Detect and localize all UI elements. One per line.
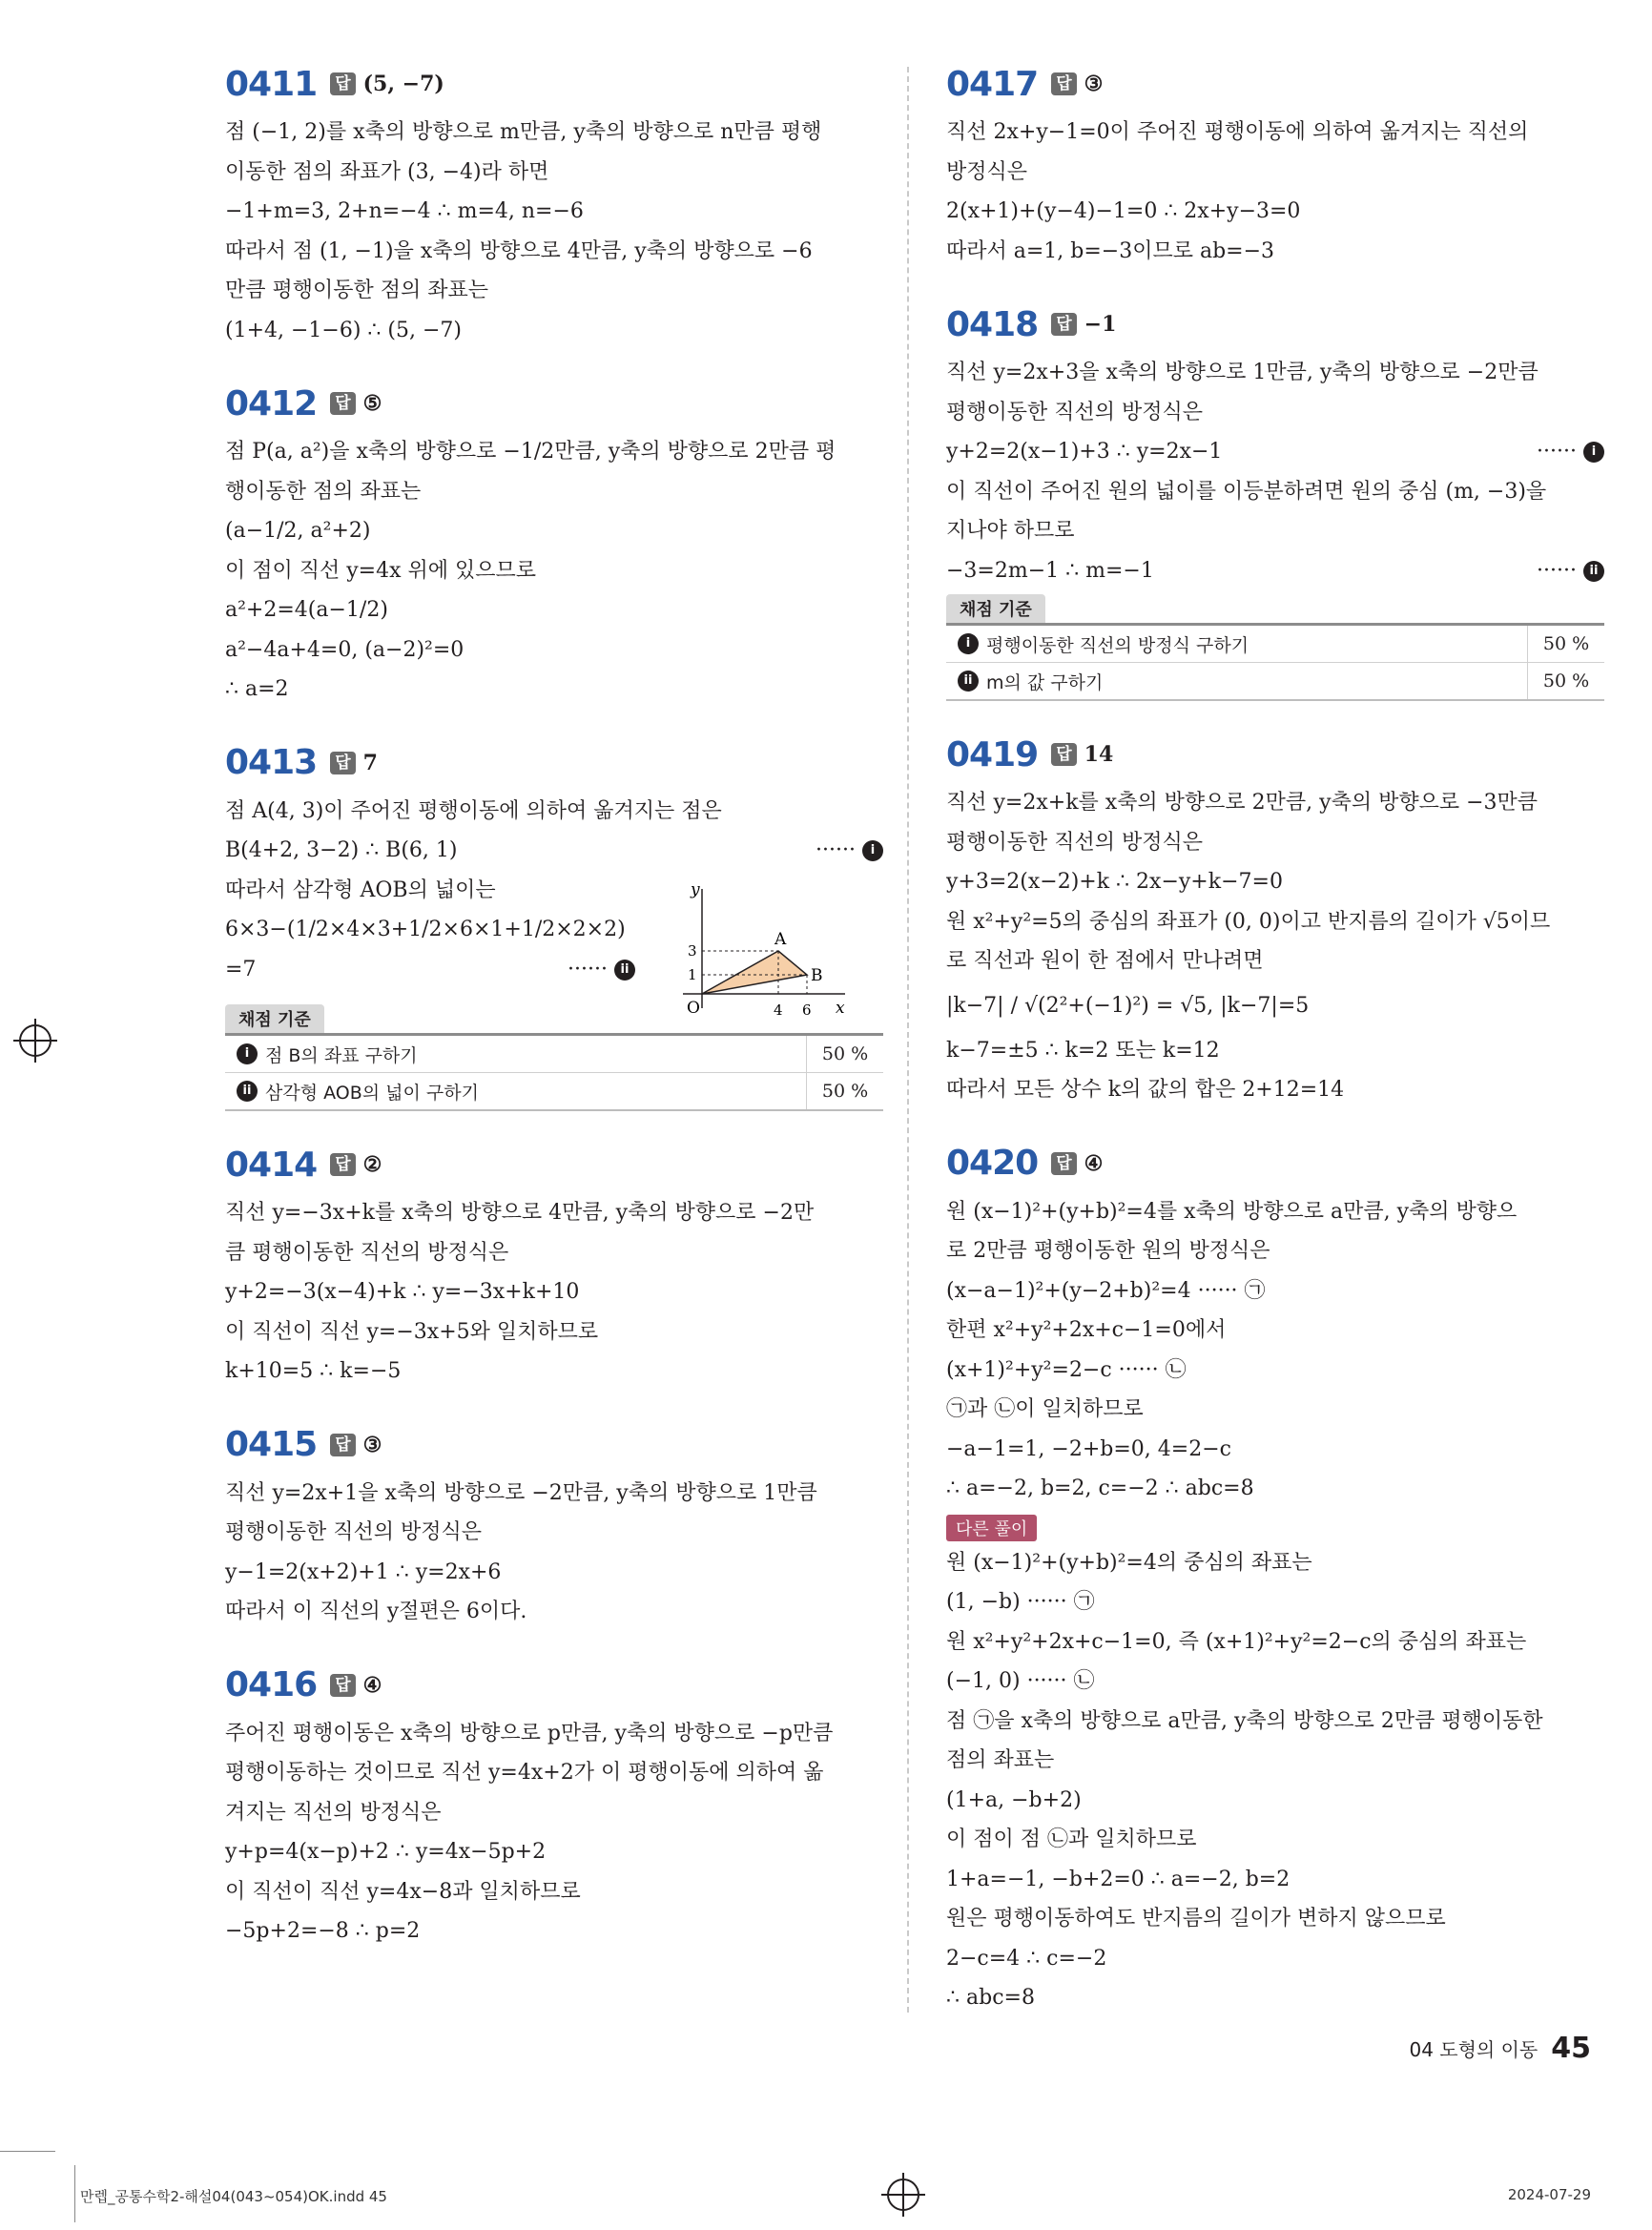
solution-line: 방정식은 (946, 159, 1028, 184)
solution-line: =7 ······ ii (225, 950, 635, 990)
problem-number: 0415 (225, 1425, 318, 1464)
solution-line: (x+1)²+y²=2−c ······ ㉡ (946, 1357, 1187, 1382)
criteria-title: 채점 기준 (225, 1004, 324, 1033)
svg-text:1: 1 (688, 965, 697, 983)
solution-line: 직선 y=2x+k를 x축의 방향으로 2만큼, y축의 방향으로 −3만큼 (946, 791, 1538, 815)
solution-line: 행이동한 점의 좌표는 (225, 479, 422, 504)
answer-value: ⑤ (362, 391, 382, 416)
svg-text:B: B (811, 965, 823, 985)
registration-mark-icon (19, 1024, 52, 1057)
solution-line: ㉠과 ㉡이 일치하므로 (946, 1397, 1144, 1421)
solution-line: −5p+2=−8 ∴ p=2 (225, 1919, 421, 1943)
criteria-title: 채점 기준 (946, 594, 1045, 623)
solution-line: (a−1/2, a²+2) (225, 519, 371, 543)
column-divider (907, 67, 909, 2013)
criteria-row: i 평행이동한 직선의 방정식 구하기 50 % (946, 626, 1604, 663)
alt-solution-line: 원 x²+y²+2x+c−1=0, 즉 (x+1)²+y²=2−c의 중심의 좌표는 (946, 1629, 1527, 1654)
criteria-row: ii 삼각형 AOB의 넓이 구하기 50 % (225, 1073, 883, 1109)
solution-line: 주어진 평행이동은 x축의 방향으로 p만큼, y축의 방향으로 −p만큼 (225, 1721, 834, 1745)
problem-number: 0417 (946, 64, 1039, 104)
solution-line: −1+m=3, 2+n=−4 ∴ m=4, n=−6 (225, 199, 584, 223)
solution-line: 평행이동한 직선의 방정식은 (946, 830, 1204, 855)
solution-line: a²+2=4(a−1/2) (225, 598, 388, 622)
alt-solution-line: (1, −b) ······ ㉠ (946, 1590, 1095, 1614)
solution-line: (1+4, −1−6) ∴ (5, −7) (225, 318, 463, 342)
problem-number: 0419 (946, 734, 1039, 774)
problem-0412 (225, 379, 883, 710)
solution-line: 6×3−(1/2×4×3+1/2×6×1+1/2×2×2) (225, 918, 626, 941)
solution-line: y−1=2(x+2)+1 ∴ y=2x+6 (225, 1559, 502, 1584)
problem-0418 (946, 299, 1604, 701)
solution-line: ∴ a=−2, b=2, c=−2 ∴ abc=8 (946, 1476, 1254, 1500)
svg-text:y: y (691, 879, 700, 899)
alt-solution-line: 원은 평행이동하여도 반지름의 길이가 변하지 않으므로 (946, 1907, 1446, 1931)
solution-line: 점 P(a, a²)을 x축의 방향으로 −1/2만큼, y축의 방향으로 2만큼 평 (225, 440, 836, 464)
solution-line: 평행이동한 직선의 방정식은 (946, 400, 1204, 424)
page-footer (1409, 2032, 1591, 2065)
page-number: 45 (1551, 2032, 1591, 2065)
solution-line: 평행이동하는 것이므로 직선 y=4x+2가 이 평행이동에 의하여 옮 (225, 1761, 824, 1785)
solution-line: 직선 2x+y−1=0이 주어진 평행이동에 의하여 옮겨지는 직선의 (946, 120, 1529, 144)
solution-line: 직선 y=2x+3을 x축의 방향으로 1만큼, y축의 방향으로 −2만큼 (946, 361, 1538, 384)
alt-solution-line: 1+a=−1, −b+2=0 ∴ a=−2, b=2 (946, 1867, 1291, 1891)
problem-0419 (946, 730, 1604, 1110)
answer-tag: 답 (330, 1434, 355, 1456)
print-date: 2024-07-29 (1507, 2186, 1591, 2203)
solution-line: 원 x²+y²=5의 중심의 좌표가 (0, 0)이고 반지름의 길이가 √5이므 (946, 909, 1551, 934)
alt-solution-line: (−1, 0) ······ ㉡ (946, 1669, 1095, 1693)
problem-number: 0411 (225, 64, 318, 104)
crop-mark (74, 2165, 75, 2222)
solution-line: 큼 평행이동한 직선의 방정식은 (225, 1240, 509, 1265)
solution-line: y+2=2(x−1)+3 ∴ y=2x−1 ······ i (946, 432, 1604, 472)
solution-line: 평행이동한 직선의 방정식은 (225, 1520, 483, 1544)
problem-0416 (225, 1661, 883, 1951)
solution-line: 따라서 a=1, b=−3이므로 ab=−3 (946, 238, 1275, 263)
solution-line: y+p=4(x−p)+2 ∴ y=4x−5p+2 (225, 1840, 547, 1864)
solution-line: 로 직선과 원이 한 점에서 만나려면 (946, 949, 1264, 973)
svg-text:A: A (774, 929, 787, 949)
solution-line: 이 점이 직선 y=4x 위에 있으므로 (225, 558, 537, 583)
solution-line: a²−4a+4=0, (a−2)²=0 (225, 637, 465, 662)
solution-line: 따라서 모든 상수 k의 값의 합은 2+12=14 (946, 1078, 1345, 1102)
solution-line: 원 (x−1)²+(y+b)²=4를 x축의 방향으로 a만큼, y축의 방향으 (946, 1199, 1518, 1224)
solution-line: 이동한 점의 좌표가 (3, −4)라 하면 (225, 159, 549, 184)
alternative-solution-tag: 다른 풀이 (946, 1515, 1037, 1541)
problem-number: 0414 (225, 1145, 318, 1185)
solution-line: 로 2만큼 평행이동한 원의 방정식은 (946, 1239, 1270, 1263)
answer-value: −1 (1084, 312, 1117, 337)
solution-line: 직선 y=−3x+k를 x축의 방향으로 4만큼, y축의 방향으로 −2만 (225, 1201, 815, 1225)
registration-mark-icon (887, 2178, 919, 2211)
solution-line: 2(x+1)+(y−4)−1=0 ∴ 2x+y−3=0 (946, 199, 1301, 223)
solution-line: 따라서 이 직선의 y절편은 6이다. (225, 1600, 527, 1623)
problem-0413 (225, 738, 883, 1112)
answer-value: ③ (1084, 72, 1104, 96)
solution-line: 만큼 평행이동한 점의 좌표는 (225, 279, 489, 302)
alt-solution-line: 이 점이 점 ㉡과 일치하므로 (946, 1827, 1197, 1851)
alt-solution-line: (1+a, −b+2) (946, 1787, 1082, 1812)
solution-line: 지나야 하므로 (946, 519, 1075, 543)
solution-line: −3=2m−1 ∴ m=−1 ······ ii (946, 551, 1604, 591)
solution-line: 점 A(4, 3)이 주어진 평행이동에 의하여 옮겨지는 점은 (225, 798, 722, 823)
solution-line: 이 직선이 주어진 원의 넓이를 이등분하려면 원의 중심 (m, −3)을 (946, 479, 1547, 504)
problem-0417 (946, 59, 1604, 271)
solution-line: 따라서 점 (1, −1)을 x축의 방향으로 4만큼, y축의 방향으로 −6 (225, 238, 813, 263)
solution-line: |k−7| / √(2²+(−1)²) = √5, |k−7|=5 (946, 993, 1310, 1018)
answer-tag: 답 (330, 1674, 355, 1697)
chapter-label: 04 도형의 이동 (1409, 2038, 1538, 2061)
solution-line: k−7=±5 ∴ k=2 또는 k=12 (946, 1038, 1220, 1063)
alt-solution-line: 원 (x−1)²+(y+b)²=4의 중심의 좌표는 (946, 1550, 1312, 1575)
answer-value: (5, −7) (362, 72, 444, 96)
problem-number: 0412 (225, 383, 318, 423)
solution-line: 겨지는 직선의 방정식은 (225, 1800, 442, 1825)
answer-tag: 답 (330, 752, 355, 774)
answer-value: ② (362, 1152, 382, 1177)
solution-line: 직선 y=2x+1을 x축의 방향으로 −2만큼, y축의 방향으로 1만큼 (225, 1480, 817, 1505)
solution-line: 한편 x²+y²+2x+c−1=0에서 (946, 1318, 1227, 1342)
alt-solution-line: 점 ㉠을 x축의 방향으로 a만큼, y축의 방향으로 2만큼 평행이동한 (946, 1708, 1543, 1733)
step-marker-i: i (862, 840, 883, 861)
criteria-row: ii m의 값 구하기 50 % (946, 663, 1604, 699)
solution-line: −a−1=1, −2+b=0, 4=2−c (946, 1436, 1231, 1461)
solution-line: 점 (−1, 2)를 x축의 방향으로 m만큼, y축의 방향으로 n만큼 평행 (225, 120, 822, 144)
answer-tag: 답 (1051, 1152, 1076, 1175)
answer-value: ③ (362, 1432, 382, 1457)
answer-tag: 답 (330, 392, 355, 415)
right-column (946, 59, 1604, 2047)
problem-number: 0420 (946, 1144, 1039, 1183)
alt-solution-line: 2−c=4 ∴ c=−2 (946, 1946, 1107, 1971)
scoring-criteria (946, 594, 1604, 701)
svg-text:4: 4 (774, 1001, 783, 1019)
problem-0411 (225, 59, 883, 350)
alt-solution-line: ∴ abc=8 (946, 1986, 1035, 2010)
svg-text:x: x (836, 998, 845, 1018)
solution-line: ∴ a=2 (225, 677, 289, 701)
solution-line: (x−a−1)²+(y−2+b)²=4 ······ ㉠ (946, 1278, 1266, 1303)
solution-line: 이 직선이 직선 y=−3x+5와 일치하므로 (225, 1319, 599, 1344)
solution-line: y+2=−3(x−4)+k ∴ y=−3x+k+10 (225, 1280, 580, 1304)
answer-value: 7 (362, 750, 378, 775)
criteria-row: i 점 B의 좌표 구하기 50 % (225, 1036, 883, 1073)
problem-number: 0416 (225, 1665, 318, 1704)
step-marker-ii: ii (1583, 561, 1604, 582)
solution-line: k+10=5 ∴ k=−5 (225, 1359, 402, 1383)
solution-line: 따라서 삼각형 AOB의 넓이는 (225, 878, 496, 902)
answer-tag: 답 (1051, 313, 1076, 336)
solution-line: y+3=2(x−2)+k ∴ 2x−y+k−7=0 (946, 870, 1283, 894)
solution-line: 이 직선이 직선 y=4x−8과 일치하므로 (225, 1879, 581, 1904)
answer-tag: 답 (1051, 72, 1076, 95)
answer-tag: 답 (330, 1153, 355, 1176)
answer-tag: 답 (1051, 743, 1076, 766)
answer-tag: 답 (330, 72, 355, 95)
problem-number: 0413 (225, 743, 318, 782)
crop-mark (0, 2151, 55, 2152)
problem-0414 (225, 1140, 883, 1392)
problem-0415 (225, 1420, 883, 1632)
problem-0420 (946, 1139, 1604, 2018)
svg-text:6: 6 (802, 1001, 812, 1019)
triangle-graph (664, 879, 855, 1032)
solution-line: B(4+2, 3−2) ∴ B(6, 1) ······ i (225, 831, 883, 871)
file-name: 만렙_공통수학2-해설04(043~054)OK.indd 45 (80, 2188, 387, 2205)
step-marker-i: i (1583, 442, 1604, 463)
left-column (225, 59, 883, 1980)
svg-text:O: O (687, 998, 700, 1018)
problem-number: 0418 (946, 304, 1039, 344)
answer-value: ④ (362, 1672, 382, 1698)
answer-value: ④ (1084, 1150, 1104, 1176)
svg-text:3: 3 (688, 941, 697, 960)
answer-value: 14 (1084, 742, 1114, 767)
step-marker-ii: ii (614, 960, 635, 981)
alt-solution-line: 점의 좌표는 (946, 1748, 1055, 1772)
